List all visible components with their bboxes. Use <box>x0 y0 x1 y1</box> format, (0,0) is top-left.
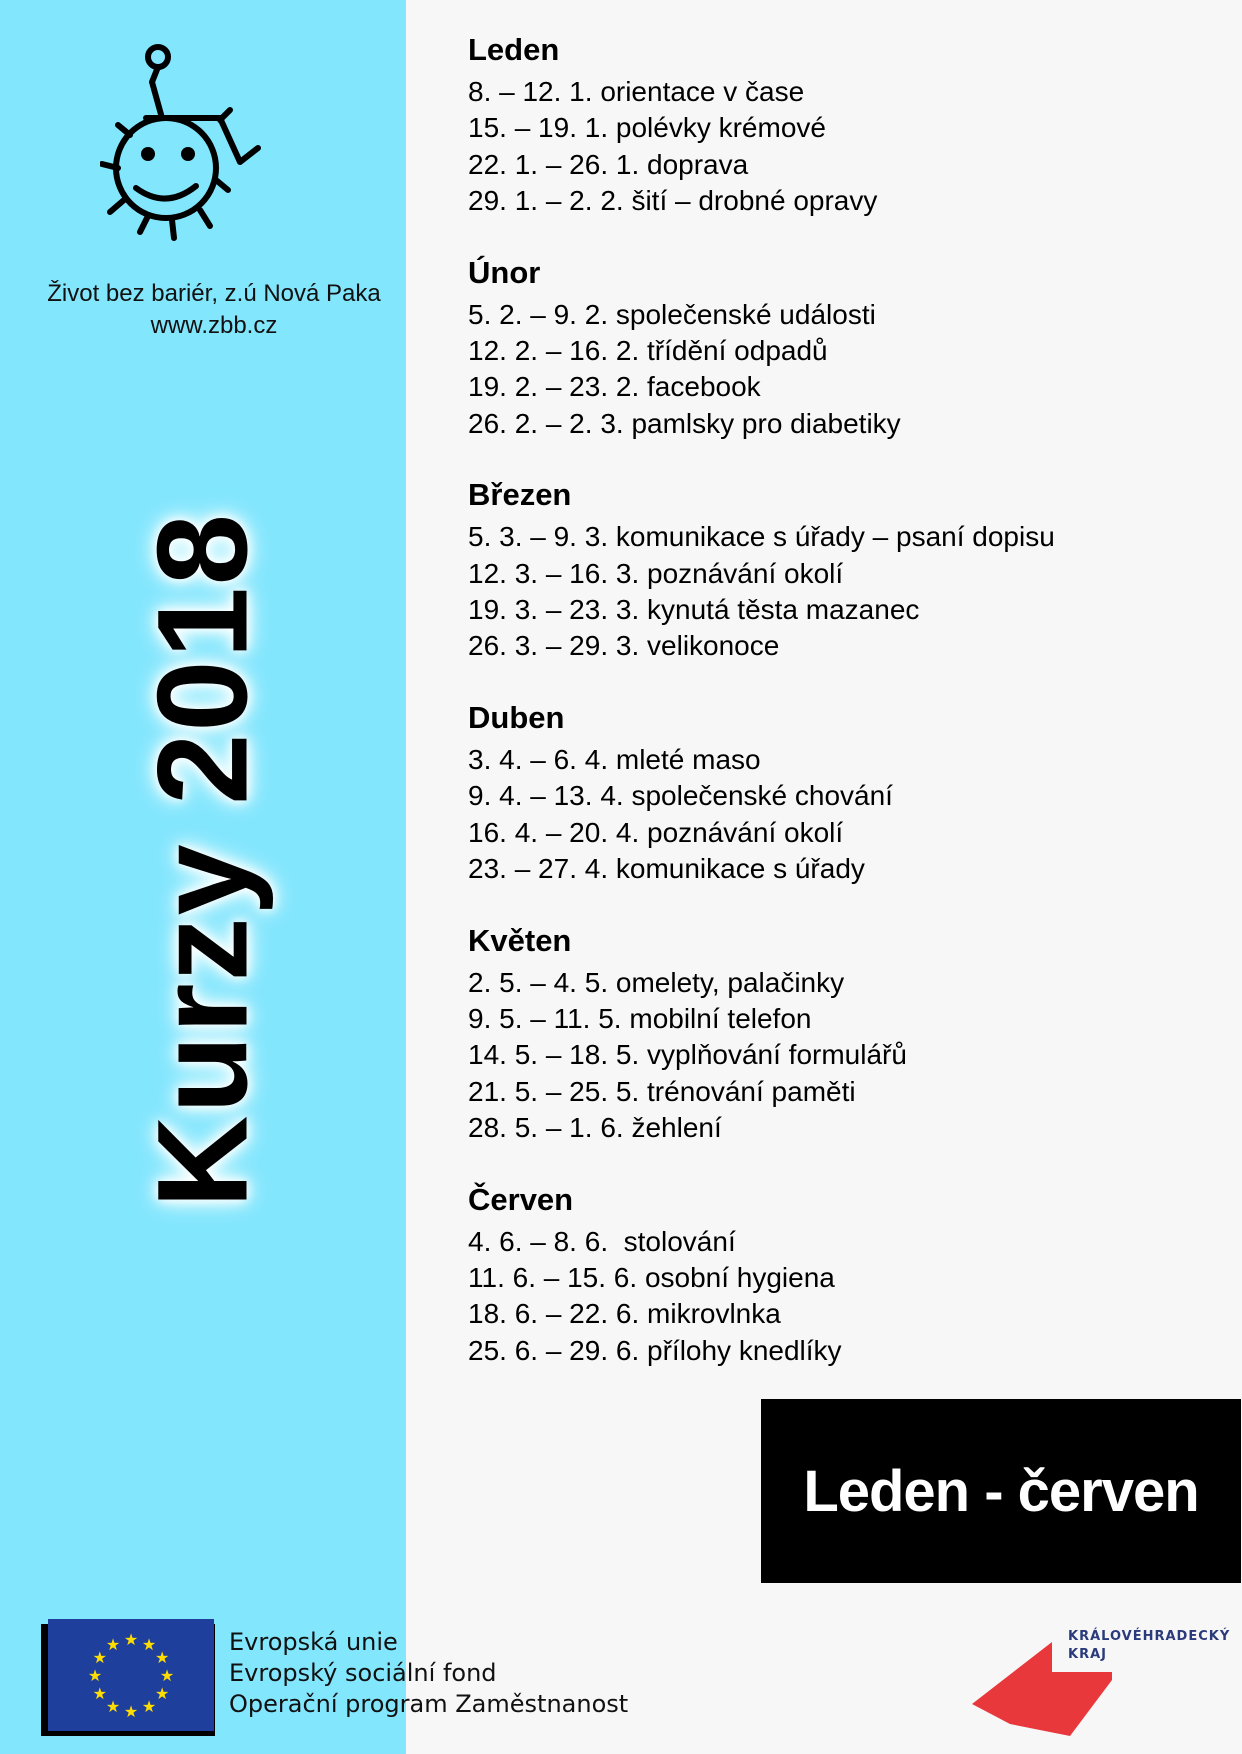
eu-line: Evropská unie <box>229 1628 398 1656</box>
eu-star-icon: ★ <box>123 1702 139 1721</box>
course-item: 8. – 12. 1. orientace v čase <box>468 76 805 107</box>
month-heading: Květen <box>468 922 572 958</box>
eu-line: Evropský sociální fond <box>229 1659 497 1687</box>
wheelchair-sun-logo-icon <box>100 40 280 260</box>
month-heading: Únor <box>468 254 541 290</box>
course-item: 9. 5. – 11. 5. mobilní telefon <box>468 1002 812 1034</box>
eu-stars-icon <box>48 1619 214 1731</box>
sidebar <box>0 0 406 1754</box>
month-february <box>468 253 1208 443</box>
course-item: 16. 4. – 20. 4. poznávání okolí <box>468 816 844 848</box>
course-item: 21. 5. – 25. 5. trénování paměti <box>468 1075 856 1107</box>
eu-star-icon: ★ <box>155 1684 170 1703</box>
eu-flag-icon <box>48 1619 214 1731</box>
eu-star-icon: ★ <box>141 1634 157 1654</box>
vertical-title: Kurzy 2018 <box>131 512 275 1208</box>
organization-website[interactable]: www.zbb.cz <box>150 312 278 339</box>
eu-star-icon: ★ <box>105 1697 121 1717</box>
course-item: 29. 1. – 2. 2. šití – drobné opravy <box>468 185 878 217</box>
eu-funding-text <box>229 1627 628 1720</box>
course-item: 3. 4. – 6. 4. mleté maso <box>468 743 761 775</box>
course-item: 19. 2. – 23. 2. facebook <box>468 371 761 403</box>
eu-star-icon: ★ <box>92 1684 107 1703</box>
month-heading: Březen <box>468 477 572 513</box>
schedule <box>468 30 1208 1402</box>
course-item: 2. 5. – 4. 5. omelety, palačinky <box>468 966 845 998</box>
course-item: 5. 3. – 9. 3. komunikace s úřady – psaní dopisu <box>468 521 1055 553</box>
eu-line: Operační program Zaměstnanost <box>229 1690 629 1718</box>
eu-star-icon: ★ <box>87 1666 103 1685</box>
course-item: 26. 3. – 29. 3. velikonoce <box>468 630 780 662</box>
month-january <box>468 30 1208 220</box>
region-line: KRAJ <box>1068 1647 1107 1662</box>
eu-star-icon: ★ <box>155 1648 170 1667</box>
eu-star-icon: ★ <box>92 1648 107 1667</box>
organization-info <box>0 278 428 342</box>
region-line: KRÁLOVÉHRADECKÝ <box>1068 1629 1231 1644</box>
course-item: 18. 6. – 22. 6. mikrovlnka <box>468 1298 781 1330</box>
course-item: 4. 6. – 8. 6. stolování <box>468 1225 736 1257</box>
course-item: 23. – 27. 4. komunikace s úřady <box>468 853 865 885</box>
course-item: 19. 3. – 23. 3. kynutá těsta mazanec <box>468 594 920 626</box>
month-march <box>468 475 1208 665</box>
course-item: 11. 6. – 15. 6. osobní hygiena <box>468 1261 835 1293</box>
month-heading: Duben <box>468 699 565 735</box>
course-item: 22. 1. – 26. 1. doprava <box>468 148 749 180</box>
course-item: 5. 2. – 9. 2. společenské události <box>468 298 876 330</box>
course-item: 9. 4. – 13. 4. společenské chování <box>468 780 893 812</box>
month-heading: Leden <box>468 32 560 67</box>
month-heading: Červen <box>468 1181 574 1217</box>
course-item: 28. 5. – 1. 6. žehlení <box>468 1112 722 1144</box>
region-logo-icon <box>970 1640 1120 1740</box>
eu-star-icon: ★ <box>141 1697 157 1717</box>
eu-star-icon: ★ <box>105 1634 121 1654</box>
course-item: 12. 3. – 16. 3. poznávání okolí <box>468 557 844 589</box>
course-item: 25. 6. – 29. 6. přílohy knedlíky <box>468 1334 842 1366</box>
course-item: 14. 5. – 18. 5. vyplňování formulářů <box>468 1039 907 1071</box>
period-label: Leden - červen <box>761 1399 1241 1583</box>
course-item: 15. – 19. 1. polévky krémové <box>468 112 826 144</box>
eu-star-icon: ★ <box>159 1666 175 1685</box>
eu-star-icon: ★ <box>123 1630 139 1649</box>
organization-name: Život bez bariér, z.ú Nová Paka <box>47 280 381 307</box>
course-item: 12. 2. – 16. 2. třídění odpadů <box>468 335 828 367</box>
course-item: 26. 2. – 2. 3. pamlsky pro diabetiky <box>468 407 901 439</box>
month-april <box>468 698 1208 888</box>
month-june <box>468 1180 1208 1370</box>
month-may <box>468 921 1208 1147</box>
